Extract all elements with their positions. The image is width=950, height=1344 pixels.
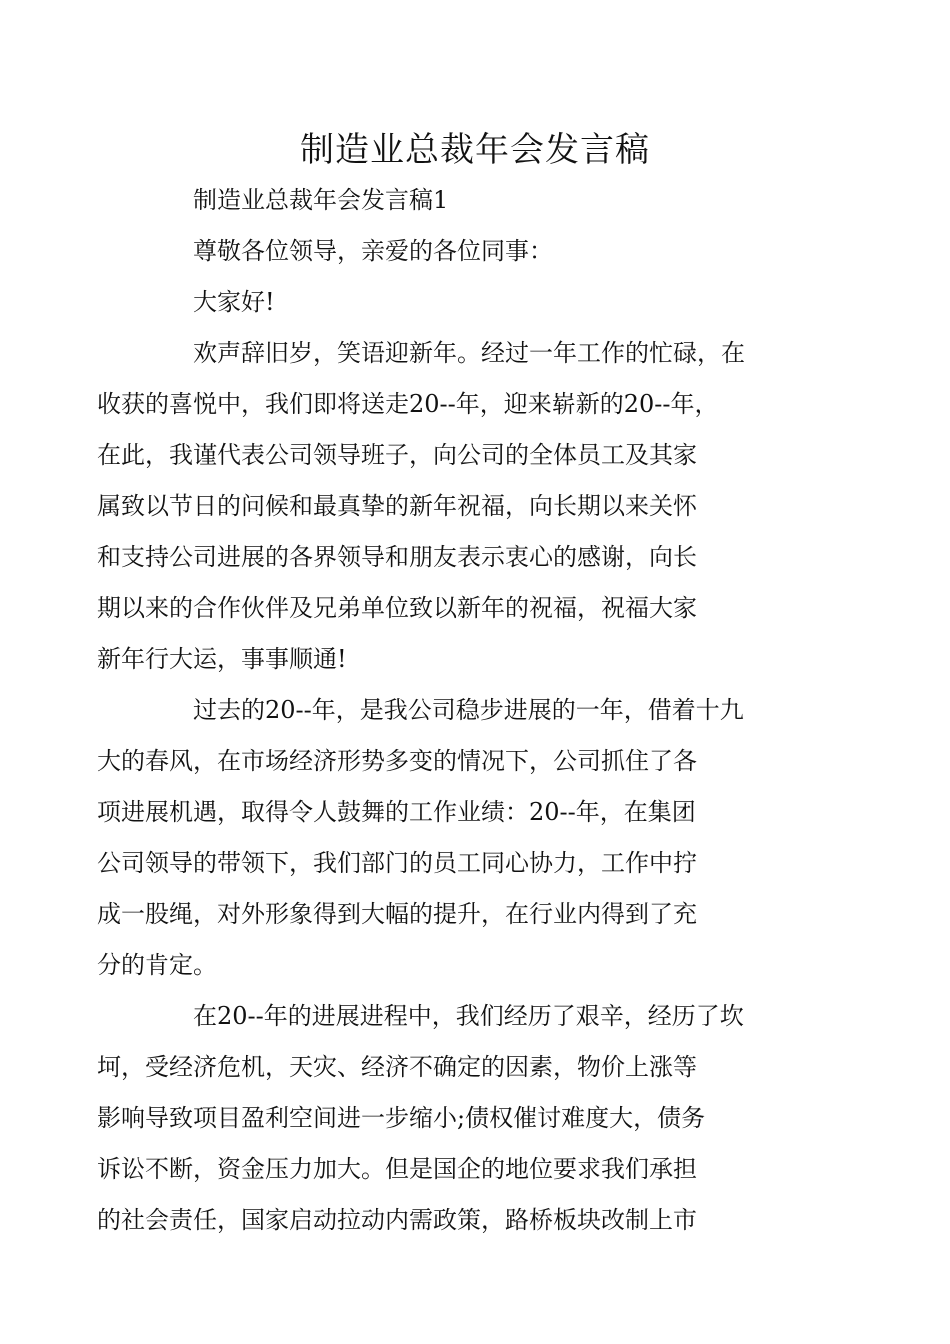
text-line: 分的肯定。 — [97, 951, 217, 979]
document-body — [97, 175, 815, 1246]
text-line: 过去的20--年，是我公司稳步进展的一年，借着十九 — [193, 696, 744, 724]
paragraph-1 — [97, 328, 815, 685]
text-line: 成一股绳，对外形象得到大幅的提升，在行业内得到了充 — [97, 900, 697, 928]
text-line: 属致以节日的问候和最真挚的新年祝福，向长期以来关怀 — [97, 492, 697, 520]
document-title: 制造业总裁年会发言稿 — [300, 130, 650, 170]
text-line: 公司领导的带领下，我们部门的员工同心协力，工作中拧 — [97, 849, 697, 877]
text-line: 影响导致项目盈利空间进一步缩小;债权催讨难度大，债务 — [97, 1104, 706, 1132]
paragraph-3 — [97, 991, 815, 1246]
text-line: 收获的喜悦中，我们即将送走20--年，迎来崭新的20--年， — [97, 390, 719, 418]
salutation-paragraph: 尊敬各位领导，亲爱的各位同事： — [193, 237, 553, 265]
text-line: 大的春风，在市场经济形势多变的情况下，公司抓住了各 — [97, 747, 697, 775]
text-line: 诉讼不断，资金压力加大。但是国企的地位要求我们承担 — [97, 1155, 697, 1183]
text-line: 新年行大运，事事顺通! — [97, 645, 347, 673]
text-line: 在20--年的进展进程中，我们经历了艰辛，经历了坎 — [193, 1002, 744, 1030]
text-line: 的社会责任，国家启动拉动内需政策，路桥板块改制上市 — [97, 1206, 697, 1234]
text-line: 和支持公司进展的各界领导和朋友表示衷心的感谢，向长 — [97, 543, 697, 571]
text-line: 欢声辞旧岁，笑语迎新年。经过一年工作的忙碌，在 — [193, 339, 745, 367]
paragraph-2 — [97, 685, 815, 991]
greeting-paragraph: 大家好! — [193, 288, 275, 316]
text-line: 坷，受经济危机，天灾、经济不确定的因素，物价上涨等 — [97, 1053, 697, 1081]
text-line: 项进展机遇，取得令人鼓舞的工作业绩：20--年，在集团 — [97, 798, 696, 826]
text-line: 在此，我谨代表公司领导班子，向公司的全体员工及其家 — [97, 441, 697, 469]
text-line: 期以来的合作伙伴及兄弟单位致以新年的祝福，祝福大家 — [97, 594, 697, 622]
subtitle-paragraph: 制造业总裁年会发言稿1 — [193, 186, 449, 214]
